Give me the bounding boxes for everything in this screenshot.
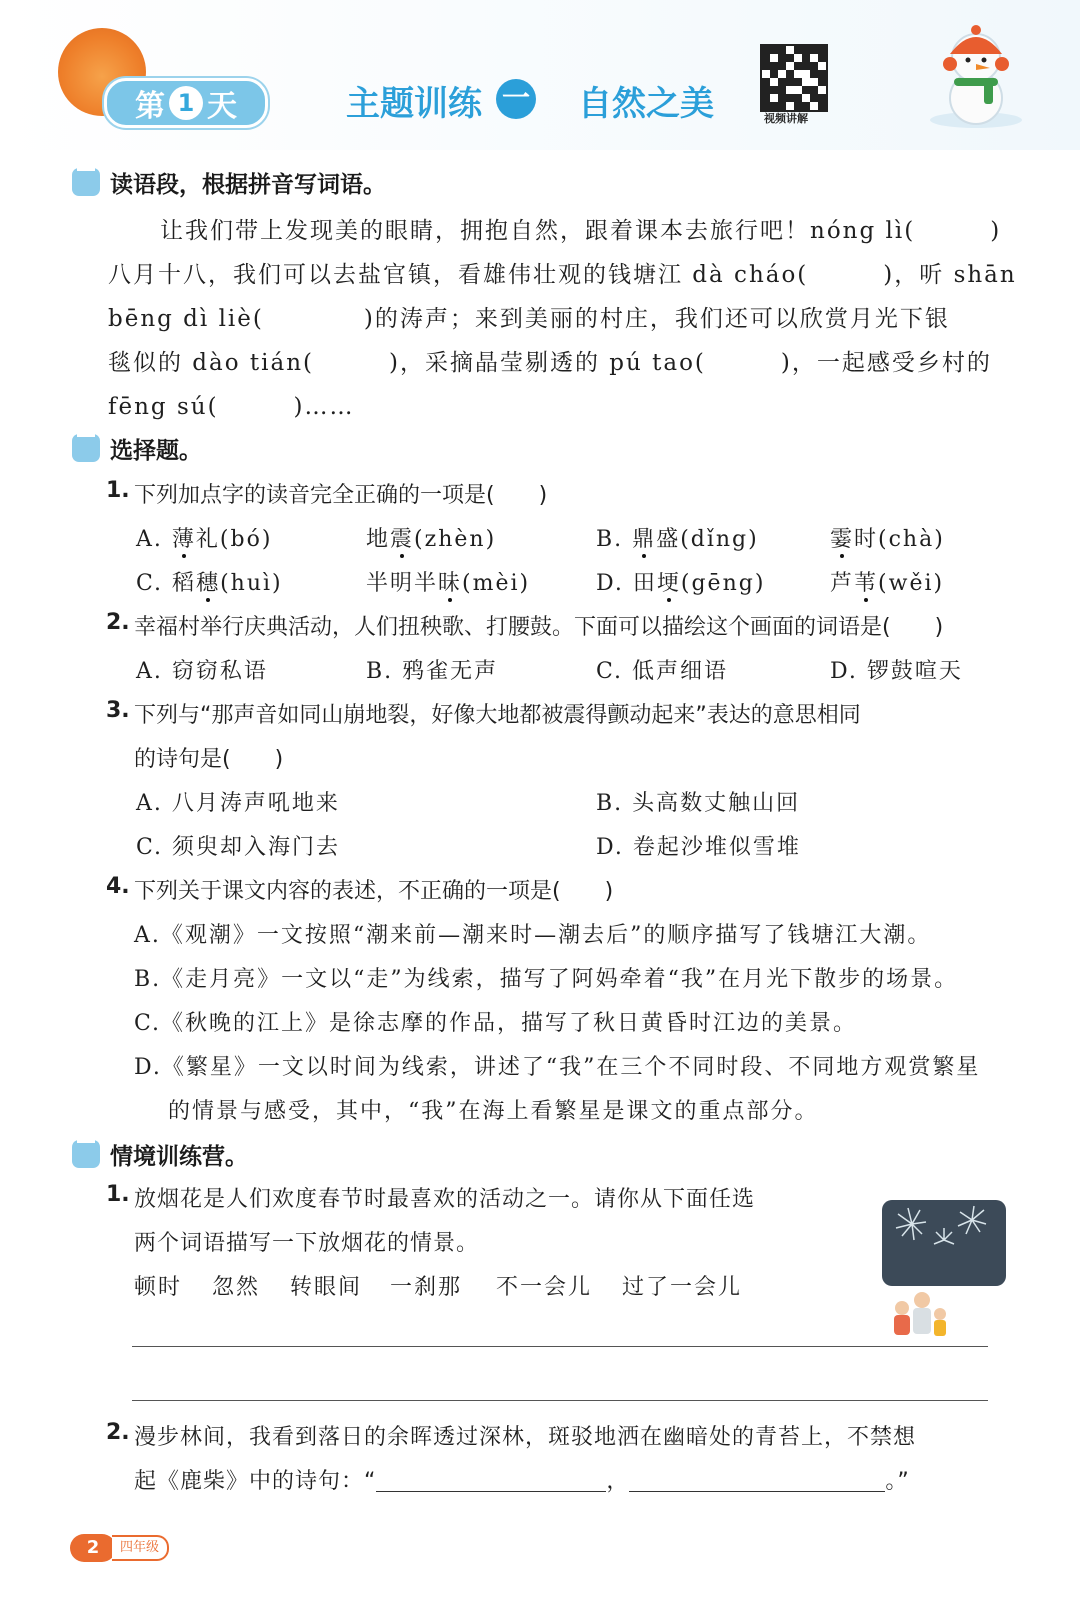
option-text: 田 bbox=[632, 571, 657, 596]
qr-code-icon[interactable] bbox=[760, 44, 828, 112]
q1-option-a-word2 bbox=[366, 522, 496, 553]
dotted-char: 穗 bbox=[196, 571, 221, 596]
s3-q2-stem-line2 bbox=[134, 1464, 910, 1495]
option-text: 地 bbox=[366, 527, 391, 552]
s3-q1-stem-line1: 放烟花是人们欢度春节时最喜欢的活动之一。请你从下面任选 bbox=[134, 1187, 756, 1212]
option-text: 芦 bbox=[830, 571, 855, 596]
option-letter: D. bbox=[596, 571, 624, 596]
section-two-icon bbox=[72, 434, 100, 462]
section-one-icon bbox=[72, 168, 100, 196]
section1-line-2: 八月十八，我们可以去盐官镇，看雄伟壮观的钱塘江 dà cháo( )，听 shān bbox=[108, 262, 1017, 288]
word-option: 忽然 bbox=[212, 1275, 261, 1300]
answer-line-2[interactable] bbox=[132, 1400, 988, 1401]
option-text: (huì) bbox=[220, 571, 283, 596]
word-option: 转眼间 bbox=[290, 1275, 363, 1300]
poem-comma: ， bbox=[606, 1469, 630, 1494]
option-text: 礼(bó) bbox=[195, 527, 273, 552]
q4-option-b[interactable]: B.《走月亮》一文以“走”为线索，描写了阿妈牵着“我”在月光下散步的场景。 bbox=[134, 967, 959, 992]
dotted-char: 霎 bbox=[830, 527, 855, 552]
section-three-icon bbox=[72, 1140, 100, 1168]
option-text: (wěi) bbox=[878, 571, 945, 596]
q4-option-c[interactable]: C.《秋晚的江上》是徐志摩的作品，描写了秋日黄昏时江边的美景。 bbox=[134, 1011, 858, 1036]
q2-option-b[interactable]: B. 鸦雀无声 bbox=[366, 659, 499, 684]
option-letter: B. bbox=[596, 527, 624, 552]
option-text: 稻 bbox=[172, 571, 197, 596]
q2-option-a[interactable]: A. 窃窃私语 bbox=[136, 659, 268, 684]
dotted-char: 昧 bbox=[438, 571, 463, 596]
option-text: (mèi) bbox=[462, 571, 531, 596]
fireworks-illustration bbox=[882, 1200, 1006, 1340]
poem-prefix: 起《鹿柴》中的诗句：“ bbox=[134, 1469, 377, 1494]
q4-option-d[interactable]: D.《繁星》一文以时间为线索，讲述了“我”在三个不同时段、不同地方观赏繁星 bbox=[134, 1055, 981, 1080]
grade-label: 四年级 bbox=[112, 1535, 169, 1561]
q1-option-c-word2 bbox=[366, 566, 530, 597]
q3-option-b[interactable]: B. 头高数丈触山回 bbox=[596, 791, 801, 816]
day-badge bbox=[104, 78, 268, 128]
section1-line-3: bēng dì liè( )的涛声；来到美丽的村庄，我们还可以欣赏月光下银 bbox=[108, 306, 950, 332]
q2-number: 2. bbox=[106, 610, 130, 635]
q1-option-b-word2 bbox=[830, 522, 945, 553]
q4-stem: 下列关于课文内容的表述，不正确的一项是( ) bbox=[134, 879, 614, 904]
page-footer bbox=[70, 1534, 169, 1562]
option-text: 时(chà) bbox=[854, 527, 945, 552]
q3-option-c[interactable]: C. 须臾却入海门去 bbox=[136, 835, 341, 860]
s3-q1-number: 1. bbox=[106, 1182, 130, 1207]
theme-label: 主题训练 bbox=[346, 84, 482, 124]
section1-line-1: 让我们带上发现美的眼睛，拥抱自然，跟着课本去旅行吧！nóng lì( ) bbox=[160, 218, 1002, 244]
q1-option-c[interactable] bbox=[136, 566, 283, 597]
option-letter: C. bbox=[136, 571, 164, 596]
poem-end: 。” bbox=[885, 1469, 910, 1494]
q3-number: 3. bbox=[106, 698, 130, 723]
poem-blank-2[interactable] bbox=[629, 1469, 885, 1492]
q1-option-a[interactable] bbox=[136, 522, 272, 553]
q1-option-b[interactable] bbox=[596, 522, 759, 553]
q1-option-d[interactable] bbox=[596, 566, 765, 597]
answer-line-1[interactable] bbox=[132, 1346, 988, 1347]
dotted-char: 震 bbox=[390, 527, 415, 552]
option-text: (gēng) bbox=[680, 571, 766, 596]
q3-stem-line1: 下列与“那声音如同山崩地裂，好像大地都被震得颤动起来”表达的意思相同 bbox=[134, 703, 861, 728]
dotted-char: 薄 bbox=[171, 527, 196, 552]
page-number: 2 bbox=[70, 1534, 116, 1562]
snowman-icon bbox=[928, 24, 1024, 130]
option-letter: A. bbox=[136, 527, 163, 552]
q2-option-d[interactable]: D. 锣鼓喧天 bbox=[830, 659, 963, 684]
page-title: 自然之美 bbox=[578, 84, 714, 124]
theme-number-badge: 一 bbox=[496, 79, 536, 119]
option-text: 盛(dǐng) bbox=[656, 527, 759, 552]
q1-option-d-word2 bbox=[830, 566, 944, 597]
qr-caption: 视频讲解 bbox=[764, 112, 808, 125]
section3-title: 情境训练营。 bbox=[110, 1144, 248, 1170]
s3-q2-stem-line1: 漫步林间，我看到落日的余晖透过深林，斑驳地洒在幽暗处的青苔上，不禁想 bbox=[134, 1425, 917, 1450]
q2-stem: 幸福村举行庆典活动，人们扭秧歌、打腰鼓。下面可以描绘这个画面的词语是( ) bbox=[134, 615, 944, 640]
dotted-char: 鼎 bbox=[632, 527, 657, 552]
s3-q2-number: 2. bbox=[106, 1420, 130, 1445]
day-suffix: 天 bbox=[207, 89, 237, 124]
word-option: 过了一会儿 bbox=[622, 1275, 743, 1300]
day-number: 1 bbox=[169, 86, 203, 120]
q4-number: 4. bbox=[106, 874, 130, 899]
word-option: 顿时 bbox=[134, 1275, 183, 1300]
day-prefix: 第 bbox=[135, 89, 165, 124]
option-text: (zhèn) bbox=[414, 527, 497, 552]
word-option: 不一会儿 bbox=[496, 1275, 593, 1300]
q1-stem: 下列加点字的读音完全正确的一项是( ) bbox=[134, 483, 548, 508]
s3-q1-stem-line2: 两个词语描写一下放烟花的情景。 bbox=[134, 1231, 480, 1256]
q3-stem-line2: 的诗句是( ) bbox=[134, 747, 284, 772]
section1-title: 读语段，根据拼音写词语。 bbox=[110, 172, 386, 198]
q4-option-d-cont: 的情景与感受，其中，“我”在海上看繁星是课文的重点部分。 bbox=[168, 1099, 819, 1124]
section2-title: 选择题。 bbox=[110, 438, 202, 464]
dotted-char: 埂 bbox=[656, 571, 681, 596]
option-text: 半明半 bbox=[366, 571, 439, 596]
poem-blank-1[interactable] bbox=[376, 1469, 606, 1492]
q3-option-d[interactable]: D. 卷起沙堆似雪堆 bbox=[596, 835, 801, 860]
word-option: 一刹那 bbox=[390, 1275, 463, 1300]
q1-number: 1. bbox=[106, 478, 130, 503]
section1-line-4: 毯似的 dào tián( )，采摘晶莹剔透的 pú tao( )，一起感受乡村的 bbox=[108, 350, 992, 376]
q3-option-a[interactable]: A. 八月涛声吼地来 bbox=[136, 791, 340, 816]
section1-line-5: fēng sú( )…… bbox=[108, 394, 355, 420]
q4-option-a[interactable]: A.《观潮》一文按照“潮来前—潮来时—潮去后”的顺序描写了钱塘江大潮。 bbox=[134, 923, 932, 948]
dotted-char: 苇 bbox=[854, 571, 879, 596]
q2-option-c[interactable]: C. 低声细语 bbox=[596, 659, 729, 684]
